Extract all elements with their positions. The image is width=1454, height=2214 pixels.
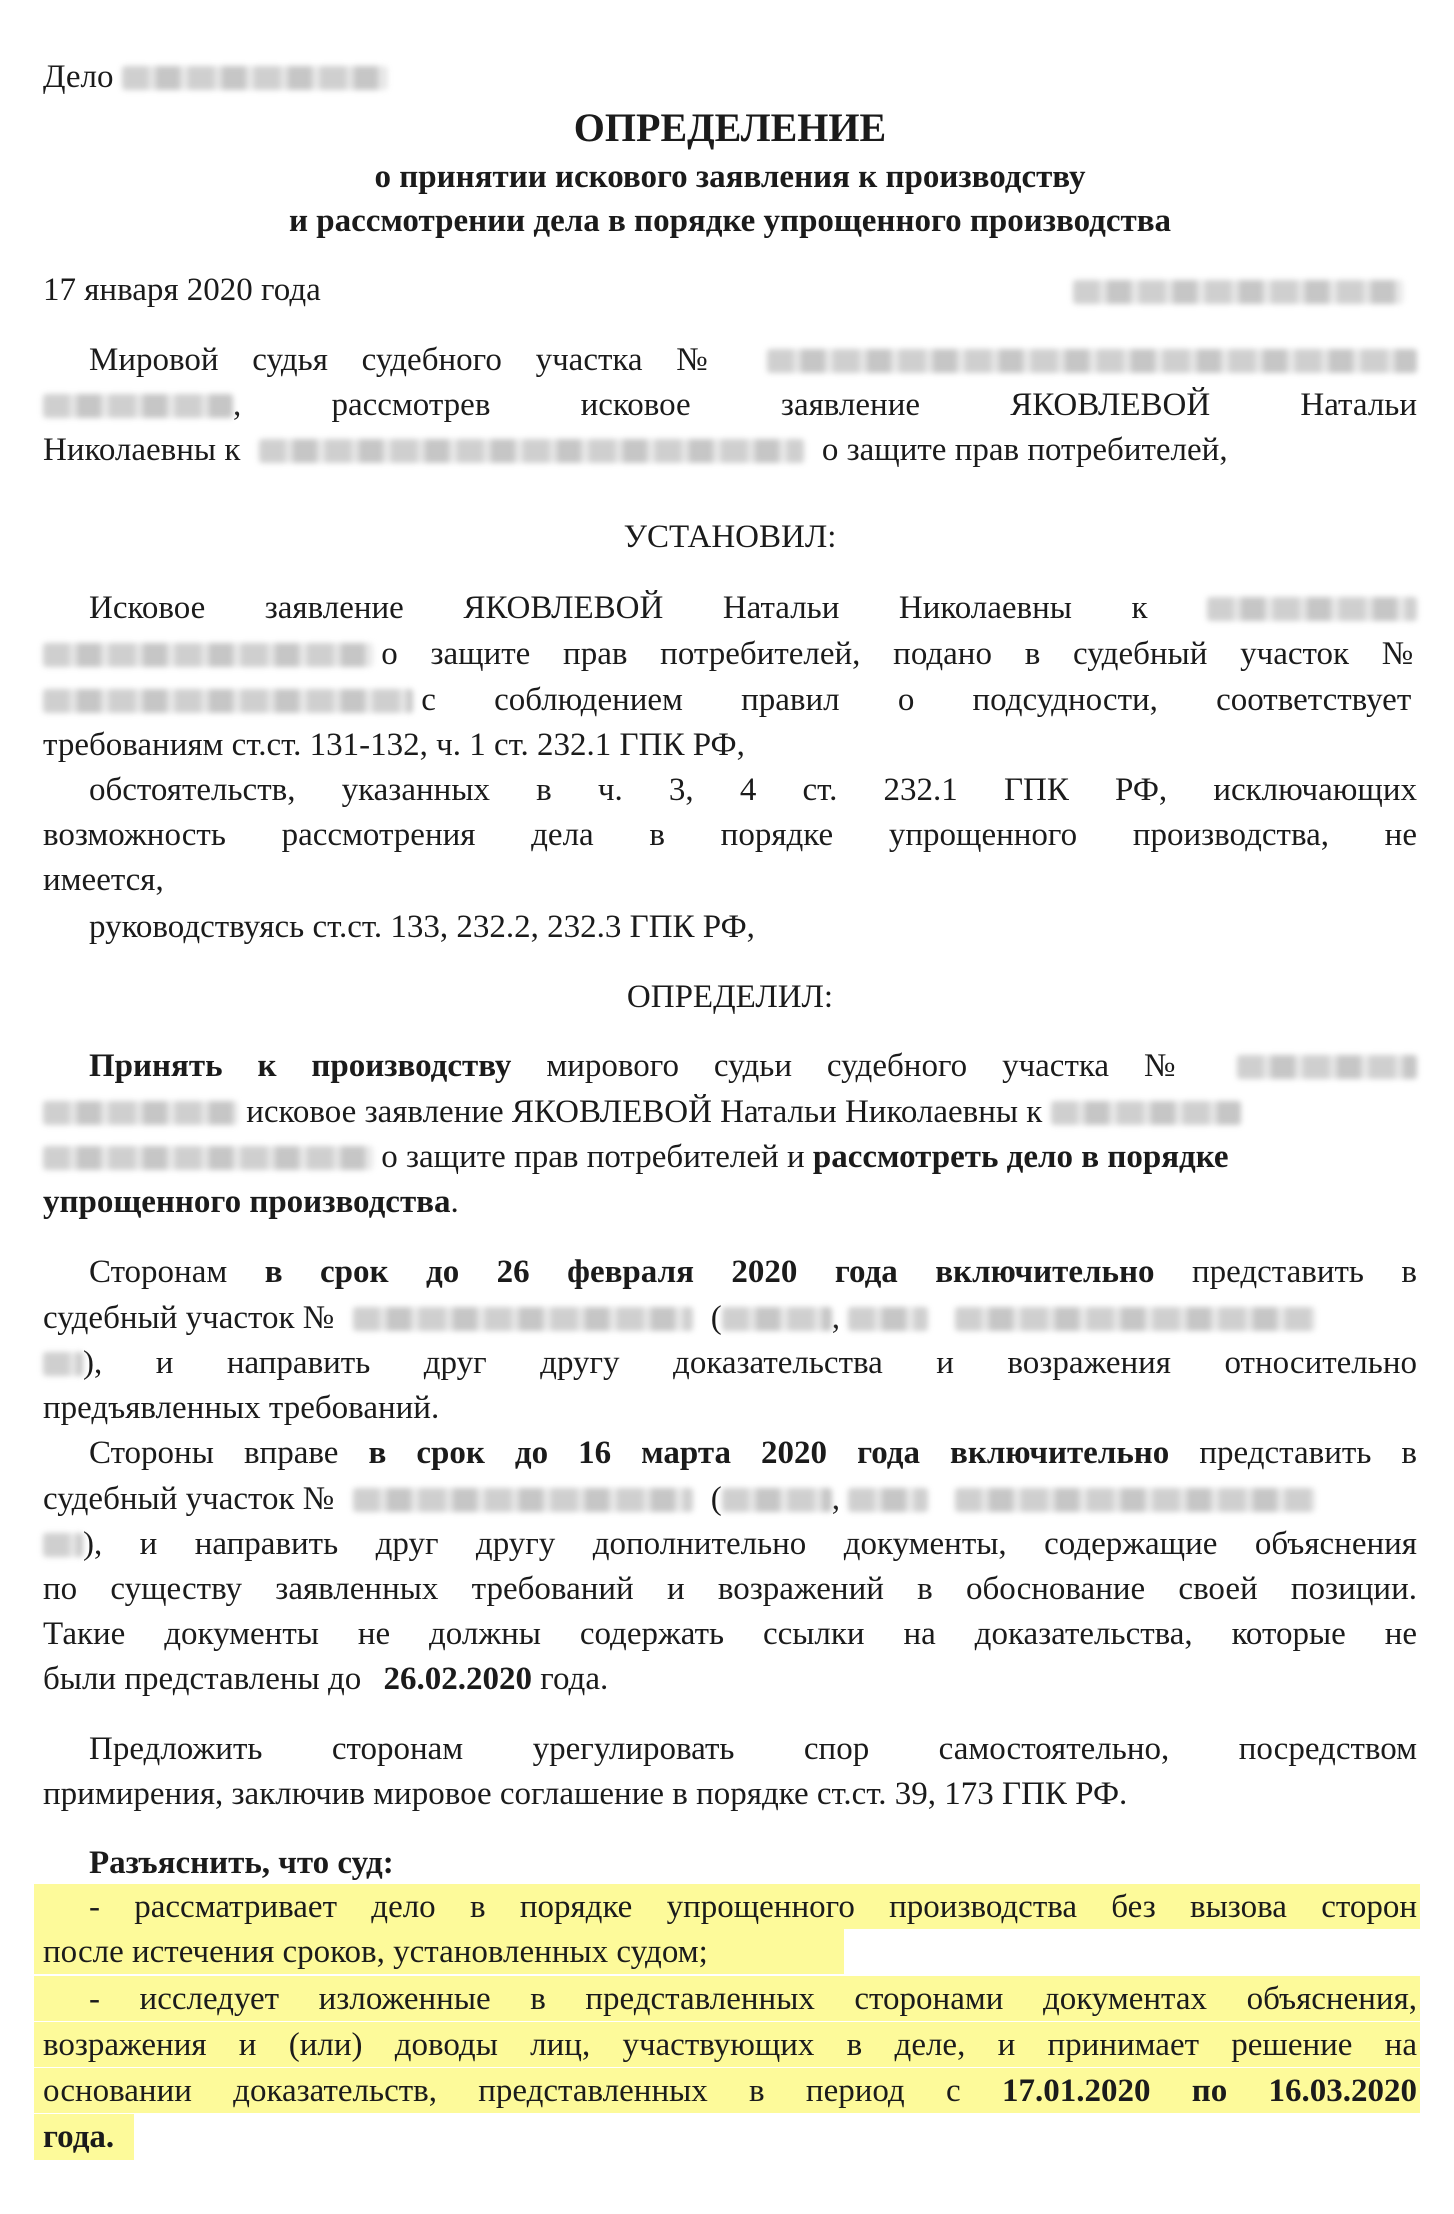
ruled-p3-line-1 [43, 1431, 1417, 1475]
redacted-address-2 [848, 1307, 928, 1331]
established-heading: УСТАНОВИЛ: [623, 519, 837, 555]
redacted-court-4 [43, 1101, 238, 1125]
intro-line-1 [43, 338, 1417, 382]
ruled-p3-text-f: года. [540, 1661, 609, 1697]
redacted-court-district [767, 349, 1417, 373]
ruled-p3-line-4: по существу заявленных требований и возражений в обоснование своей позиции. [43, 1571, 1417, 1607]
ruled-p3-date: 26.02.2020 [383, 1661, 533, 1697]
ruled-p3-line-5: Такие документы не должны содержать ссылки на доказательства, которые не [43, 1616, 1417, 1652]
redacted-case-number [122, 66, 387, 90]
ruled-p3-text-a: Стороны вправе [89, 1435, 339, 1471]
redacted-defendant-4 [1051, 1101, 1241, 1125]
ruled-p1-line-2 [43, 1090, 1417, 1134]
ruled-p3-line-2 [43, 1477, 1417, 1521]
ruled-p5-line-2: после истечения сроков, установленных судом; [43, 1934, 708, 1970]
redacted-address-3 [955, 1307, 1315, 1331]
ruled-p5-line-1: - рассматривает дело в порядке упрощенного производства без вызова сторон [89, 1889, 1417, 1925]
ruled-p5-period: 17.01.2020 по 16.03.2020 [1001, 2073, 1418, 2109]
ruled-p3-paren: ( [710, 1481, 722, 1517]
ruled-p3-text-d: ), и направить друг другу дополнительно документы, содержащие объяснения [83, 1526, 1417, 1562]
redacted-defendant-2 [1207, 597, 1417, 621]
ruled-p2-comma: , [831, 1300, 840, 1336]
ruled-heading: ОПРЕДЕЛИЛ: [626, 979, 834, 1015]
ruled-p2-line-2 [43, 1296, 1417, 1340]
redacted-address-4 [43, 1352, 83, 1376]
ruled-p3-text-e: были представлены до [43, 1661, 362, 1697]
established-line-4: требованиям ст.ст. 131-132, ч. 1 ст. 232.1 ГПК РФ, [43, 727, 745, 763]
ruled-p3-deadline: в срок до 16 марта 2020 года включительно [368, 1435, 1170, 1471]
ruled-p2-text-b: представить в [1191, 1254, 1418, 1290]
ruled-p1-text-3: о защите прав потребителей и [381, 1139, 805, 1175]
redacted-court-5 [353, 1307, 693, 1331]
ruled-p1-line-1 [43, 1044, 1417, 1088]
document-date: 17 января 2020 года [43, 272, 321, 308]
redacted-address-7 [955, 1488, 1315, 1512]
ruled-p2-line-1 [43, 1250, 1417, 1294]
established-line-3 [43, 678, 1417, 722]
ruled-p5-line-4: возражения и (или) доводы лиц, участвующих в деле, и принимает решение на [43, 2027, 1417, 2063]
ruled-p2-text-d: ), и направить друг другу доказательства и возражения относительно [83, 1345, 1417, 1381]
ruled-p1-text-2: исковое заявление ЯКОВЛЕВОЙ Натальи Николаевны к [246, 1094, 1043, 1130]
document-subtitle-1: о принятии искового заявления к производству [374, 159, 1086, 195]
redacted-address-1 [722, 1307, 832, 1331]
ruled-p2-line-3 [43, 1341, 1417, 1385]
ruled-p3-line-3 [43, 1522, 1417, 1566]
ruled-p3-line-6 [43, 1657, 1417, 1701]
ruled-p5-line-6 [43, 2115, 1417, 2159]
ruled-p4-line-1: Предложить сторонам урегулировать спор самостоятельно, посредством [89, 1731, 1417, 1767]
explain-heading: Разъяснить, что суд: [89, 1845, 394, 1881]
ruled-p5-heading [43, 1841, 1417, 1885]
redacted-district-tail [43, 394, 233, 418]
intro-line-2 [43, 383, 1417, 427]
ruled-p5-text-a: основании доказательств, представленных в период с [43, 2073, 961, 2109]
established-line-2 [43, 632, 1417, 676]
ruled-p1-bold-2: рассмотреть дело в порядке [812, 1139, 1229, 1175]
redacted-address-6 [848, 1488, 928, 1512]
redacted-defendant-3 [43, 643, 373, 667]
established-text-2: о защите прав потребителей, подано в судебный участок № [381, 636, 1414, 672]
intro-text-3a: Николаевны к [43, 432, 241, 468]
established-line-5: обстоятельств, указанных в ч. 3, 4 ст. 232.1 ГПК РФ, исключающих [89, 772, 1417, 808]
ruled-p1-bold: Принять к производству [89, 1048, 512, 1084]
ruled-p2-text-c: судебный участок № [43, 1300, 335, 1336]
intro-text-1: Мировой судья судебного участка № [89, 342, 734, 378]
intro-text-2: , рассмотрев исковое заявление ЯКОВЛЕВОЙ Натальи [233, 387, 1417, 423]
ruled-p3-comma: , [831, 1481, 840, 1517]
redacted-defendant [259, 439, 804, 463]
redacted-address-8 [43, 1533, 83, 1557]
established-line-8: руководствуясь ст.ст. 133, 232.2, 232.3 ГПК РФ, [89, 909, 755, 945]
redacted-address-5 [722, 1488, 832, 1512]
case-label: Дело [43, 59, 114, 95]
ruled-p5-line-3: - исследует изложенные в представленных сторонами документах объяснения, [89, 1981, 1417, 2017]
ruled-p5-line-5 [43, 2069, 1417, 2113]
redacted-city [1073, 280, 1403, 304]
redacted-court-number [43, 689, 413, 713]
date-line [43, 268, 1417, 312]
intro-text-3b: о защите прав потребителей, [821, 432, 1228, 468]
intro-line-3 [43, 428, 1417, 472]
ruled-p2-text-a: Сторонам [89, 1254, 228, 1290]
case-number-line [43, 55, 1417, 99]
ruled-p1-line-3 [43, 1135, 1417, 1179]
ruled-p3-text-c: судебный участок № [43, 1481, 335, 1517]
established-line-6: возможность рассмотрения дела в порядке упрощенного производства, не [43, 817, 1417, 853]
ruled-p1-text: мирового судьи судебного участка № [546, 1048, 1203, 1084]
ruled-p2-line-4: предъявленных требований. [43, 1390, 440, 1426]
ruled-p5-year: года. [43, 2119, 115, 2155]
ruled-p2-paren: ( [710, 1300, 722, 1336]
ruled-p1-period: . [450, 1184, 459, 1220]
established-line-7: имеется, [43, 862, 164, 898]
document-subtitle-2: и рассмотрении дела в порядке упрощенного производства [288, 203, 1172, 239]
ruled-p2-deadline: в срок до 26 февраля 2020 года включительно [264, 1254, 1155, 1290]
ruled-p1-bold-3: упрощенного производства [43, 1184, 451, 1220]
established-line-1 [43, 586, 1417, 630]
document-title: ОПРЕДЕЛЕНИЕ [573, 105, 887, 150]
established-text-1: Исковое заявление ЯКОВЛЕВОЙ Натальи Николаевны к [89, 590, 1148, 626]
established-text-3: с соблюдением правил о подсудности, соответствует [421, 682, 1412, 718]
redacted-court-3 [1237, 1055, 1417, 1079]
redacted-court-6 [353, 1488, 693, 1512]
ruled-p3-text-b: представить в [1199, 1435, 1418, 1471]
redacted-defendant-5 [43, 1146, 373, 1170]
ruled-p1-line-4 [43, 1180, 1417, 1224]
ruled-p4-line-2: примирения, заключив мировое соглашение в порядке ст.ст. 39, 173 ГПК РФ. [43, 1776, 1128, 1812]
